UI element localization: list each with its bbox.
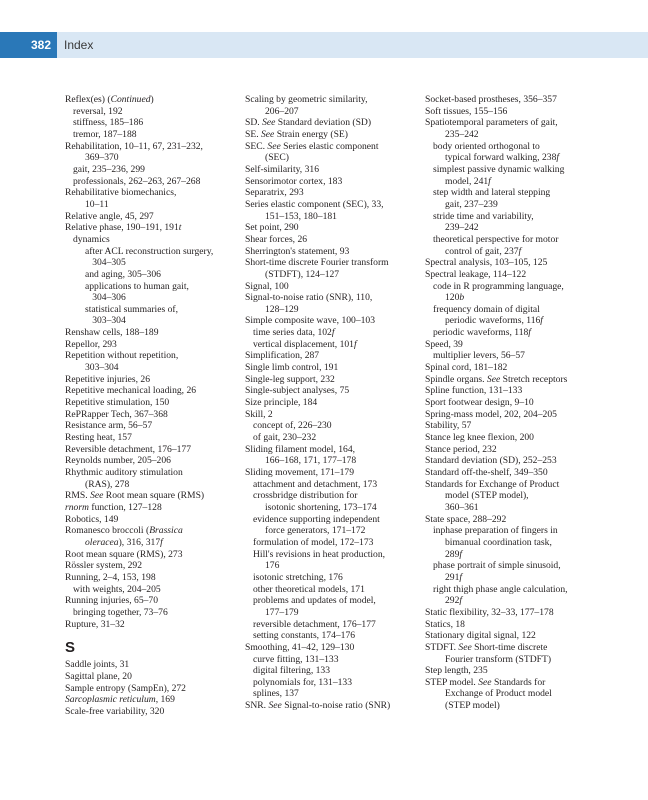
index-entry: Spring-mass model, 202, 204–205 <box>425 408 557 420</box>
index-continuation: 151–153, 180–181 <box>265 210 337 222</box>
index-entry: Self-similarity, 316 <box>245 163 319 175</box>
index-subentry: body oriented orthogonal to <box>433 140 540 152</box>
index-continuation: gait, 237–239 <box>445 198 498 210</box>
index-entry: Rössler system, 292 <box>65 560 143 572</box>
index-continuation: isotonic shortening, 173–174 <box>265 501 377 513</box>
index-continuation: 10–11 <box>85 198 109 210</box>
index-continuation: 304–305 <box>85 257 126 269</box>
index-entry: Running, 2–4, 153, 198 <box>65 571 156 583</box>
index-entry: rnorm function, 127–128 <box>65 501 162 513</box>
index-entry: Simple composite wave, 100–103 <box>245 315 376 327</box>
index-continuation: 235–242 <box>445 128 479 140</box>
index-continuation: 120b <box>445 292 465 304</box>
index-entry: Statics, 18 <box>425 618 465 630</box>
index-subentry: dynamics <box>73 233 110 245</box>
index-entry: Repetitive injuries, 26 <box>65 373 150 385</box>
index-entry: Robotics, 149 <box>65 513 119 525</box>
index-continuation: statistical summaries of, <box>85 303 178 315</box>
index-entry: Step length, 235 <box>425 665 488 677</box>
index-continuation: oleracea), 316, 317f <box>85 536 163 548</box>
index-continuation: 303–304 <box>85 362 119 374</box>
index-subentry: inphase preparation of fingers in <box>433 525 558 537</box>
index-continuation: 289f <box>445 548 463 560</box>
index-entry: Rupture, 31–32 <box>65 618 125 630</box>
index-column-2 <box>245 94 420 712</box>
index-entry: Single limb control, 191 <box>245 362 339 374</box>
index-continuation: 303–304 <box>85 315 126 327</box>
index-entry: Single-subject analyses, 75 <box>245 385 350 397</box>
index-continuation: (RAS), 278 <box>85 478 130 490</box>
index-entry: Separatrix, 293 <box>245 187 304 199</box>
index-subentry: frequency domain of digital <box>433 303 540 315</box>
index-entry: Soft tissues, 155–156 <box>425 105 508 117</box>
index-continuation: model, 241f <box>445 175 491 187</box>
index-subentry: simplest passive dynamic walking <box>433 163 565 175</box>
index-entry: Sagittal plane, 20 <box>65 670 132 682</box>
index-entry: Skill, 2 <box>245 408 273 420</box>
index-entry: Sarcoplasmic reticulum, 169 <box>65 694 175 706</box>
index-subentry: multiplier levers, 56–57 <box>433 350 525 362</box>
index-subentry: professionals, 262–263, 267–268 <box>73 175 201 187</box>
index-continuation: periodic waveforms, 116f <box>445 315 543 327</box>
index-entry: Stance leg knee flexion, 200 <box>425 432 534 444</box>
index-entry: Relative phase, 190–191, 191t <box>65 222 182 234</box>
index-subentry: with weights, 204–205 <box>73 583 161 595</box>
index-entry: Spline function, 131–133 <box>425 385 523 397</box>
index-entry: STEP model. See Standards for <box>425 676 546 688</box>
index-entry: Sample entropy (SampEn), 272 <box>65 682 186 694</box>
index-entry: Rehabilitative biomechanics, <box>65 187 177 199</box>
index-entry: Simplification, 287 <box>245 350 320 362</box>
section-letter: S <box>65 639 76 657</box>
index-entry: Renshaw cells, 188–189 <box>65 327 159 339</box>
index-entry: Signal, 100 <box>245 280 289 292</box>
index-subentry: Hill's revisions in heat production, <box>253 548 386 560</box>
index-subentry: gait, 235–236, 299 <box>73 163 145 175</box>
index-continuation: (STDFT), 124–127 <box>265 268 340 280</box>
index-subentry: of gait, 230–232 <box>253 432 317 444</box>
index-continuation: (SEC) <box>265 152 289 164</box>
index-entry: Sensorimotor cortex, 183 <box>245 175 343 187</box>
index-entry: Spectral leakage, 114–122 <box>425 268 527 280</box>
page-number: 382 <box>0 32 57 58</box>
index-entry: Running injuries, 65–70 <box>65 595 159 607</box>
index-entry: Stability, 57 <box>425 420 472 432</box>
index-entry: Spatiotemporal parameters of gait, <box>425 117 558 129</box>
index-subentry: bringing together, 73–76 <box>73 606 168 618</box>
index-entry: Sport footwear design, 9–10 <box>425 397 534 409</box>
index-entry: Reynolds number, 205–206 <box>65 455 171 467</box>
index-subentry: formulation of model, 172–173 <box>253 536 374 548</box>
index-subentry: curve fitting, 131–133 <box>253 653 339 665</box>
index-entry: Scale-free variability, 320 <box>65 705 165 717</box>
running-header <box>0 32 648 58</box>
index-continuation: 291f <box>445 571 463 583</box>
index-entry: Spinal cord, 181–182 <box>425 362 508 374</box>
index-entry: Sherrington's statement, 93 <box>245 245 350 257</box>
index-subentry: concept of, 226–230 <box>253 420 332 432</box>
index-continuation: (STEP model) <box>445 700 500 712</box>
index-subentry: splines, 137 <box>253 688 299 700</box>
index-continuation: model (STEP model), <box>445 490 529 502</box>
index-entry: Scaling by geometric similarity, <box>245 94 368 105</box>
index-subentry: reversible detachment, 176–177 <box>253 618 376 630</box>
index-entry: Series elastic component (SEC), 33, <box>245 198 384 210</box>
index-continuation: 239–242 <box>445 222 479 234</box>
index-entry: Spectral analysis, 103–105, 125 <box>425 257 548 269</box>
index-entry: Relative angle, 45, 297 <box>65 210 154 222</box>
index-entry: Set point, 290 <box>245 222 299 234</box>
index-subentry: setting constants, 174–176 <box>253 630 356 642</box>
index-continuation: 176 <box>265 560 280 572</box>
index-continuation: control of gait, 237f <box>445 245 522 257</box>
index-entry: Shear forces, 26 <box>245 233 308 245</box>
index-continuation: Exchange of Product model <box>445 688 552 700</box>
index-entry: Repetition without repetition, <box>65 350 179 362</box>
index-entry: Reversible detachment, 176–177 <box>65 443 192 455</box>
index-entry: Repellor, 293 <box>65 338 117 350</box>
index-entry: STDFT. See Short-time discrete <box>425 641 548 653</box>
index-entry: Socket-based prostheses, 356–357 <box>425 94 557 105</box>
index-entry: Stationary digital signal, 122 <box>425 630 536 642</box>
index-subentry: theoretical perspective for motor <box>433 233 559 245</box>
index-entry: RePRapper Tech, 367–368 <box>65 408 168 420</box>
index-entry: Resistance arm, 56–57 <box>65 420 153 432</box>
index-subentry: stiffness, 185–186 <box>73 117 144 129</box>
index-continuation: 369–370 <box>85 152 119 164</box>
index-entry: Single-leg support, 232 <box>245 373 335 385</box>
index-entry: Signal-to-noise ratio (SNR), 110, <box>245 292 373 304</box>
index-continuation: force generators, 171–172 <box>265 525 366 537</box>
index-continuation: 128–129 <box>265 303 299 315</box>
index-continuation: bimanual coordination task, <box>445 536 552 548</box>
index-subentry: code in R programming language, <box>433 280 564 292</box>
index-entry: Sliding filament model, 164, <box>245 443 356 455</box>
index-continuation: Fourier transform (STDFT) <box>445 653 552 665</box>
index-entry: Romanesco broccoli (Brassica <box>65 525 183 537</box>
index-continuation: 177–179 <box>265 606 299 618</box>
index-entry: Spindle organs. See Stretch receptors <box>425 373 568 385</box>
index-subentry: tremor, 187–188 <box>73 128 137 140</box>
index-subentry: reversal, 192 <box>73 105 123 117</box>
index-column-1 <box>65 94 240 717</box>
index-subentry: vertical displacement, 101f <box>253 338 357 350</box>
index-entry: Saddle joints, 31 <box>65 659 130 671</box>
index-continuation: 292f <box>445 595 463 607</box>
index-entry: Root mean square (RMS), 273 <box>65 548 183 560</box>
index-continuation: and aging, 305–306 <box>85 268 161 280</box>
index-subentry: problems and updates of model, <box>253 595 376 607</box>
index-continuation: 166–168, 171, 177–178 <box>265 455 357 467</box>
index-entry: Standards for Exchange of Product <box>425 478 560 490</box>
index-subentry: stride time and variability, <box>433 210 534 222</box>
index-column-3 <box>425 94 600 712</box>
index-continuation: 304–306 <box>85 292 126 304</box>
index-continuation: 360–361 <box>445 501 479 513</box>
index-subentry: periodic waveforms, 118f <box>433 327 531 339</box>
index-entry: Repetitive mechanical loading, 26 <box>65 385 197 397</box>
index-entry: Speed, 39 <box>425 338 463 350</box>
index-entry: SEC. See Series elastic component <box>245 140 379 152</box>
index-entry: Repetitive stimulation, 150 <box>65 397 170 409</box>
index-entry: SE. See Strain energy (SE) <box>245 128 348 140</box>
index-continuation: applications to human gait, <box>85 280 189 292</box>
index-subentry: time series data, 102f <box>253 327 335 339</box>
index-entry: Standard off-the-shelf, 349–350 <box>425 467 548 478</box>
index-subentry: right thigh phase angle calculation, <box>433 583 568 595</box>
index-entry: Resting heat, 157 <box>65 432 132 444</box>
index-subentry: attachment and detachment, 173 <box>253 478 378 490</box>
index-entry: Reflex(es) (Continued) <box>65 94 154 105</box>
index-subentry: other theoretical models, 171 <box>253 583 365 595</box>
index-entry: Rehabilitation, 10–11, 67, 231–232, <box>65 140 203 152</box>
index-entry: SD. See Standard deviation (SD) <box>245 117 372 129</box>
index-entry: Static flexibility, 32–33, 177–178 <box>425 606 554 618</box>
index-entry: RMS. See Root mean square (RMS) <box>65 490 205 502</box>
index-continuation: typical forward walking, 238f <box>445 152 560 164</box>
index-subentry: step width and lateral stepping <box>433 187 551 199</box>
index-entry: State space, 288–292 <box>425 513 507 525</box>
index-entry: Smoothing, 41–42, 129–130 <box>245 641 355 653</box>
index-entry: SNR. See Signal-to-noise ratio (SNR) <box>245 700 391 712</box>
index-subentry: polynomials for, 131–133 <box>253 676 353 688</box>
index-entry: Rhythmic auditory stimulation <box>65 467 183 478</box>
index-subentry: crossbridge distribution for <box>253 490 358 502</box>
index-subentry: isotonic stretching, 176 <box>253 571 343 583</box>
index-subentry: digital filtering, 133 <box>253 665 331 677</box>
index-continuation: 206–207 <box>265 105 299 117</box>
index-subentry: phase portrait of simple sinusoid, <box>433 560 561 572</box>
index-subentry: evidence supporting independent <box>253 513 380 525</box>
index-entry: Stance period, 232 <box>425 443 497 455</box>
index-entry: Standard deviation (SD), 252–253 <box>425 455 557 467</box>
index-continuation: after ACL reconstruction surgery, <box>85 245 214 257</box>
section-title: Index <box>64 38 94 52</box>
index-entry: Sliding movement, 171–179 <box>245 467 354 478</box>
index-entry: Short-time discrete Fourier transform <box>245 257 389 269</box>
index-entry: Size principle, 184 <box>245 397 318 409</box>
